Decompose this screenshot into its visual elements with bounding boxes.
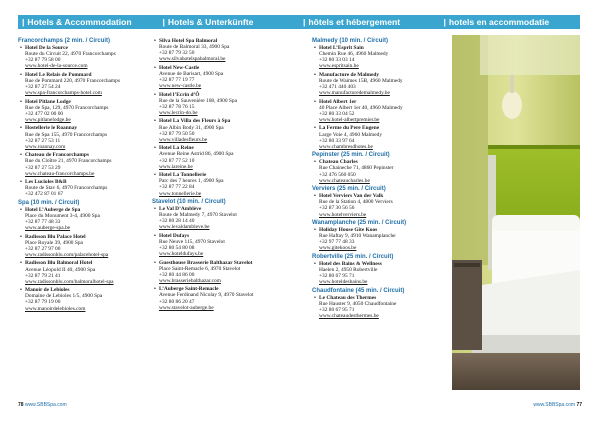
hotel-name: Hotel La Reine <box>159 145 194 152</box>
hotel-website-link[interactable]: www.hotelverviers.be <box>319 211 367 218</box>
hotel-name: Les Lucioles B&B <box>25 179 67 186</box>
bullet-icon: • <box>20 287 22 294</box>
hotel-name: Silva Hotel Spa Balmoral <box>159 38 218 44</box>
hotel-website-link[interactable]: www.chateau-francorchamps.be <box>25 170 95 177</box>
hotel-detail-line: +32 477 02 00 00 <box>25 110 64 117</box>
hotel-detail-line: +32 80 33 04 52 <box>319 110 355 117</box>
hotel-entry <box>314 294 446 320</box>
hotel-entry <box>314 260 446 286</box>
hotel-detail-line: +32 87 77 52 10 <box>159 157 195 164</box>
header-title-de: | Hotels & Unterkünfte <box>162 17 254 27</box>
section-heading: Verviers (25 min. / Circuit) <box>312 186 386 193</box>
section-heading: Francorchamps (2 min. / Circuit) <box>18 38 111 44</box>
hotel-name: Guesthouse Brasserie Balthazar Stavelot <box>159 259 253 266</box>
hotel-name: Hotel New-Castle <box>159 64 200 71</box>
hotel-detail-line: +32 80 86 20 47 <box>159 298 195 305</box>
hotel-name: Hotel Pitlane Lodge <box>25 98 71 105</box>
footer-left <box>18 402 67 408</box>
hotel-name: Hotel La Tonnellerie <box>159 172 207 179</box>
hotel-detail-line: Avenue Ferdinand Nicolay 9, 4970 Stavelot <box>159 292 254 299</box>
hotel-website-link[interactable]: www.chateaucharles.be <box>319 177 370 184</box>
hotel-name: Manoir de Lebioles <box>25 287 70 294</box>
hotel-detail-line: Rue de Spa, 129, 4970 Francorchamps <box>25 104 109 111</box>
bullet-icon: • <box>314 294 316 301</box>
section-heading: Wanamplanche (25 min. / Circuit) <box>312 219 407 226</box>
hotel-website-link[interactable]: www.lareine.be <box>159 163 193 170</box>
hotel-detail-line: Route de Waimes 15B, 4960 Malmedy <box>319 77 403 84</box>
hotel-name: La Ferme du Pere Eugene <box>319 125 380 132</box>
hotel-entry <box>154 172 294 197</box>
hotel-entry <box>20 233 148 259</box>
hotel-detail-line: Rue de Spa 155, 4970 Francorchamps <box>25 131 108 138</box>
hotel-detail-line: Avenue de Barisart, 4900 Spa <box>159 70 224 77</box>
hotel-entry <box>314 98 446 124</box>
bullet-icon: • <box>154 286 156 293</box>
hotel-website-link[interactable]: www.chambresdhotes.be <box>319 143 373 150</box>
hotel-detail-line: +32 80 67 95 71 <box>319 306 355 313</box>
hotel-entry <box>20 45 148 70</box>
hotel-detail-line: +32 87 27 53 29 <box>25 164 61 171</box>
hotel-name: Hotel Dufays <box>159 232 190 239</box>
hotel-website-link[interactable]: www.tonnellerie.be <box>159 190 202 197</box>
hotel-entry <box>20 287 148 312</box>
bullet-icon: • <box>314 98 316 105</box>
section-heading: Spa (10 min. / Circuit) <box>18 199 80 206</box>
hotel-detail-line: +32 87 30 56 56 <box>319 205 355 212</box>
hotel-entry <box>314 159 446 184</box>
bullet-icon: • <box>20 179 22 186</box>
hotel-name: Hotel De la Source <box>25 45 68 51</box>
hotel-entry <box>154 205 294 231</box>
hotel-website-link[interactable]: www.radissonblu.com/balmoralhotel-spa <box>25 278 114 285</box>
hotel-name: Hotel Le Relais de Pommard <box>25 71 92 78</box>
page-number-right: 77 <box>576 402 582 408</box>
bullet-icon: • <box>20 260 22 267</box>
hotel-detail-line: Rue de Pommard 220, 4970 Francorchamps <box>25 77 120 84</box>
hotel-detail-line: Large Voie 4, 4960 Malmedy <box>319 131 383 138</box>
bullet-icon: • <box>154 118 156 125</box>
hotel-website-link[interactable]: www.spa-francorchamps-hotel.com <box>25 90 102 97</box>
hotel-entry <box>314 226 446 252</box>
hotel-detail-line: +32 87 79 50 50 <box>159 130 195 137</box>
hotel-detail-line: Parc des 7 heures 1, 4900 Spa <box>159 178 224 185</box>
hotel-detail-line: +32 87 78 76 15 <box>159 103 195 110</box>
hotel-website-link[interactable]: www.pitlanelodge.be <box>25 117 71 124</box>
hotel-entry <box>20 179 148 198</box>
hotel-entry <box>154 286 294 311</box>
hotel-name: Hotel L’Esprit Sain <box>319 45 364 51</box>
bullet-icon: • <box>154 145 156 152</box>
hotel-entry <box>314 71 446 97</box>
hotel-detail-line: Rue de la Sauvenière 108, 4900 Spa <box>159 97 237 104</box>
hotel-detail-line: Place du Monument 3-4, 4900 Spa <box>25 212 100 219</box>
hotel-detail-line: +32 80 44 86 00 <box>159 271 195 278</box>
hotel-detail-line: +32 87 77 22 84 <box>159 184 195 191</box>
hotel-website-link[interactable]: www.roannay.com <box>25 143 66 150</box>
bullet-icon: • <box>20 45 22 51</box>
bullet-icon: • <box>314 159 316 166</box>
hotel-room-image <box>452 35 580 390</box>
bullet-icon: • <box>314 226 316 233</box>
section-heading: Malmedy (10 min. / Circuit) <box>312 38 389 44</box>
hotel-entry <box>314 125 446 150</box>
hotel-website-link[interactable]: www.brasseriebalthazar.com <box>159 277 221 284</box>
hotel-website-link[interactable]: www.radissonblu.com/palacehotel-spa <box>25 252 109 258</box>
hotel-entry <box>154 91 294 117</box>
hotel-detail-line: +32 87 77 48 33 <box>25 219 61 226</box>
footer-url-right[interactable]: www.SBBSpa.com <box>533 402 576 408</box>
hotel-entry <box>314 45 446 70</box>
hotel-website-link[interactable]: www.auberge-spa.be <box>25 225 71 232</box>
hotel-entry <box>20 206 148 232</box>
hotel-detail-line: Avenue Léopold II 40, 4900 Spa <box>25 266 96 273</box>
hotel-detail-line: +32 87 27 53 11 <box>25 137 61 144</box>
header-title-fr: | hôtels et hébergement <box>303 17 401 27</box>
bullet-icon: • <box>20 152 22 159</box>
hotel-detail-line: Rue du Cloître 21, 4970 Francorchamps <box>25 158 112 165</box>
bullet-icon: • <box>314 193 316 200</box>
hotel-name: L’Auberge Saint-Remacle <box>159 286 219 293</box>
hotel-detail-line: +32 87 79 19 00 <box>25 299 61 306</box>
hotel-entry <box>154 64 294 90</box>
hotel-detail-line: 40 Place Albert 1er 40, 4960 Malmedy <box>319 104 403 111</box>
bullet-icon: • <box>20 125 22 132</box>
header-title-nl: | hotels en accommodatie <box>443 17 550 27</box>
section-heading: Pepinster (25 min. / Circuit) <box>312 152 390 159</box>
hotel-name: Manufacture de Malmedy <box>319 71 380 78</box>
hotel-website-link[interactable]: www.levaldambleve.be <box>159 224 210 231</box>
hotel-detail-line: +32 471 440 403 <box>319 84 356 91</box>
hotel-name: Hotel l’Ecrin d’Ô <box>159 91 200 98</box>
bullet-icon: • <box>20 98 22 105</box>
hotel-detail-line: +32 476 560 050 <box>319 171 356 178</box>
hotel-detail-line: Place Saint-Remacle 6, 4970 Stavelot <box>159 265 241 272</box>
hotel-room-photo <box>452 35 580 390</box>
hotel-detail-line: +32 80 67 95 71 <box>319 273 355 279</box>
bullet-icon: • <box>20 233 22 240</box>
section-heading: Chaudfontaine (45 min. / Circuit) <box>312 287 405 294</box>
hotel-detail-line: Rue de la Station 4, 4800 Verviers <box>319 199 393 206</box>
listing-column-3 <box>312 38 446 321</box>
footer-right <box>533 402 582 408</box>
section-heading: Stavelot (10 min. / Circuit) <box>152 198 226 205</box>
bullet-icon: • <box>154 205 156 212</box>
hotel-detail-line: Haelen 2, 4950 Robertville <box>319 266 378 273</box>
hotel-detail-line: +32 80 54 80 08 <box>159 245 195 251</box>
bullet-icon: • <box>314 125 316 132</box>
hotel-detail-line: Rue Chaineche 71, 4860 Pepinster <box>319 165 394 172</box>
hotel-entry <box>314 193 446 218</box>
hotel-website-link[interactable]: www.villadesfleurs.be <box>159 136 208 143</box>
footer-url-left[interactable]: www.SBBSpa.com <box>24 402 67 408</box>
hotel-name: Chateau de Francorchamps <box>25 152 89 159</box>
hotel-entry <box>20 260 148 285</box>
hotel-detail-line: Rue Haftay 9, 4910 Wanamplanche <box>319 233 396 240</box>
hotel-detail-line: +32 80 33 97 64 <box>319 137 355 144</box>
hotel-name: Holiday House Gîte Koos <box>319 226 378 233</box>
hotel-detail-line: +32 87 79 58 00 <box>25 57 61 64</box>
bullet-icon: • <box>20 206 22 213</box>
hotel-website-link[interactable]: www.chateaudesthermes.be <box>319 312 379 319</box>
bullet-icon: • <box>154 172 156 179</box>
bullet-icon: • <box>154 38 156 44</box>
bullet-icon: • <box>154 259 156 266</box>
hotel-entry <box>20 98 148 124</box>
hotel-detail-line: +32 87 27 97 00 <box>25 245 61 252</box>
hotel-entry <box>20 152 148 177</box>
bullet-icon: • <box>154 64 156 71</box>
hotel-website-link[interactable]: www.new-castle.be <box>159 83 202 90</box>
hotel-website-link[interactable]: www.hotel-albertpremier.be <box>319 117 380 124</box>
hotel-name: Hotel Verviers Van der Valk <box>319 193 384 200</box>
hotel-detail-line: Domaine de Lebioles 1/5, 4900 Spa <box>25 293 103 300</box>
hotel-name: Le Chateau des Thermes <box>319 294 377 301</box>
section-heading: Robertville (25 min. / Circuit) <box>312 253 394 260</box>
hotel-entry <box>154 38 294 63</box>
bullet-icon: • <box>314 260 316 267</box>
hotel-website-link[interactable]: www.manufacturedemalmedy.be <box>319 90 390 97</box>
hotel-name: Radisson Blu Palace Hotel <box>25 233 86 240</box>
hotel-entry <box>154 232 294 258</box>
hotel-detail-line: +32 80 33 03 14 <box>319 57 355 64</box>
hotel-detail-line: +32 97 77 48 33 <box>319 239 355 246</box>
hotel-detail-line: +32 87 27 54 24 <box>25 84 61 91</box>
hotel-website-link[interactable]: www.hoteldufays.be <box>159 251 204 258</box>
hotel-name: Le Val D’Amblève <box>159 205 202 212</box>
bullet-icon: • <box>154 232 156 239</box>
hotel-entry <box>20 71 148 97</box>
hotel-website-link[interactable]: www.lecrin-do.be <box>159 110 198 117</box>
hotel-detail-line: Chemin Rue 46, 4960 Malmedy <box>319 51 389 58</box>
hotel-entry <box>20 125 148 150</box>
hotel-detail-line: Route de Balmoral 33, 4900 Spa <box>159 44 230 51</box>
hotel-name: Chateau Charles <box>319 159 358 166</box>
hotel-detail-line: Route de Malmedy 7, 4970 Stavelot <box>159 212 237 219</box>
listing-column-1 <box>18 38 148 314</box>
hotel-detail-line: +32 80 28 14 40 <box>159 218 195 225</box>
hotel-entry <box>154 145 294 170</box>
hotel-website-link[interactable]: www.hotel-de-la-source.com <box>25 63 88 70</box>
hotel-detail-line: Rue Hauster 9, 4050 Chaudfontaine <box>319 300 397 307</box>
hotel-name: Hotel des Bains & Wellness <box>319 260 382 267</box>
page-number-left: 78 <box>18 402 24 408</box>
hotel-name: Hotel La Villa des Fleurs à Spa <box>159 118 231 125</box>
hotel-website-link[interactable]: www.hoteldesbains.be <box>319 279 368 286</box>
hotel-name: Hotel L’Auberge de Spa <box>25 206 81 213</box>
bullet-icon: • <box>314 45 316 51</box>
hotel-detail-line: Rue Neuve 115, 4970 Stavelot <box>159 238 225 245</box>
hotel-detail-line: Place Royale 39, 4900 Spa <box>25 239 83 246</box>
bullet-icon: • <box>314 71 316 78</box>
hotel-name: Hostellerie le Roannay <box>25 125 78 132</box>
hotel-website-link[interactable]: www.manoirdelebioles.com <box>25 305 86 312</box>
hotel-detail-line: Route du Circuit 22, 4970 Francorchamps <box>25 51 116 58</box>
hotel-detail-line: +32 87 77 19 77 <box>159 77 195 84</box>
bullet-icon: • <box>20 71 22 78</box>
hotel-website-link[interactable]: www.silvahotelspabalmoral.be <box>159 56 226 63</box>
hotel-website-link[interactable]: www.stavelot-auberge.be <box>159 304 214 311</box>
hotel-entry <box>154 259 294 285</box>
hotel-detail-line: Route de Stav 6, 4970 Francorchamps <box>25 185 108 192</box>
hotel-name: Radisson Blu Balmoral Hotel <box>25 260 93 267</box>
hotel-name: Hotel Albert 1er <box>319 98 357 105</box>
hotel-entry <box>154 118 294 143</box>
hotel-detail-line: Avenue Reine Astrid 86, 4900 Spa <box>159 151 234 158</box>
hotel-website-link[interactable]: www.gitekoos.be <box>319 245 357 252</box>
hotel-detail-line: +32 87 79 21 41 <box>25 272 61 279</box>
listing-column-2 <box>152 38 294 313</box>
hotel-detail-line: Rue Albin Body 31, 4900 Spa <box>159 124 224 131</box>
header-band <box>18 15 580 29</box>
hotel-website-link[interactable]: www.espritsain.be <box>319 63 359 70</box>
hotel-detail-line: +32 472 87 01 67 <box>25 191 64 198</box>
header-title-en: | Hotels & Accommodation <box>22 17 132 27</box>
bullet-icon: • <box>154 91 156 98</box>
hotel-detail-line: +32 87 79 32 50 <box>159 50 195 57</box>
